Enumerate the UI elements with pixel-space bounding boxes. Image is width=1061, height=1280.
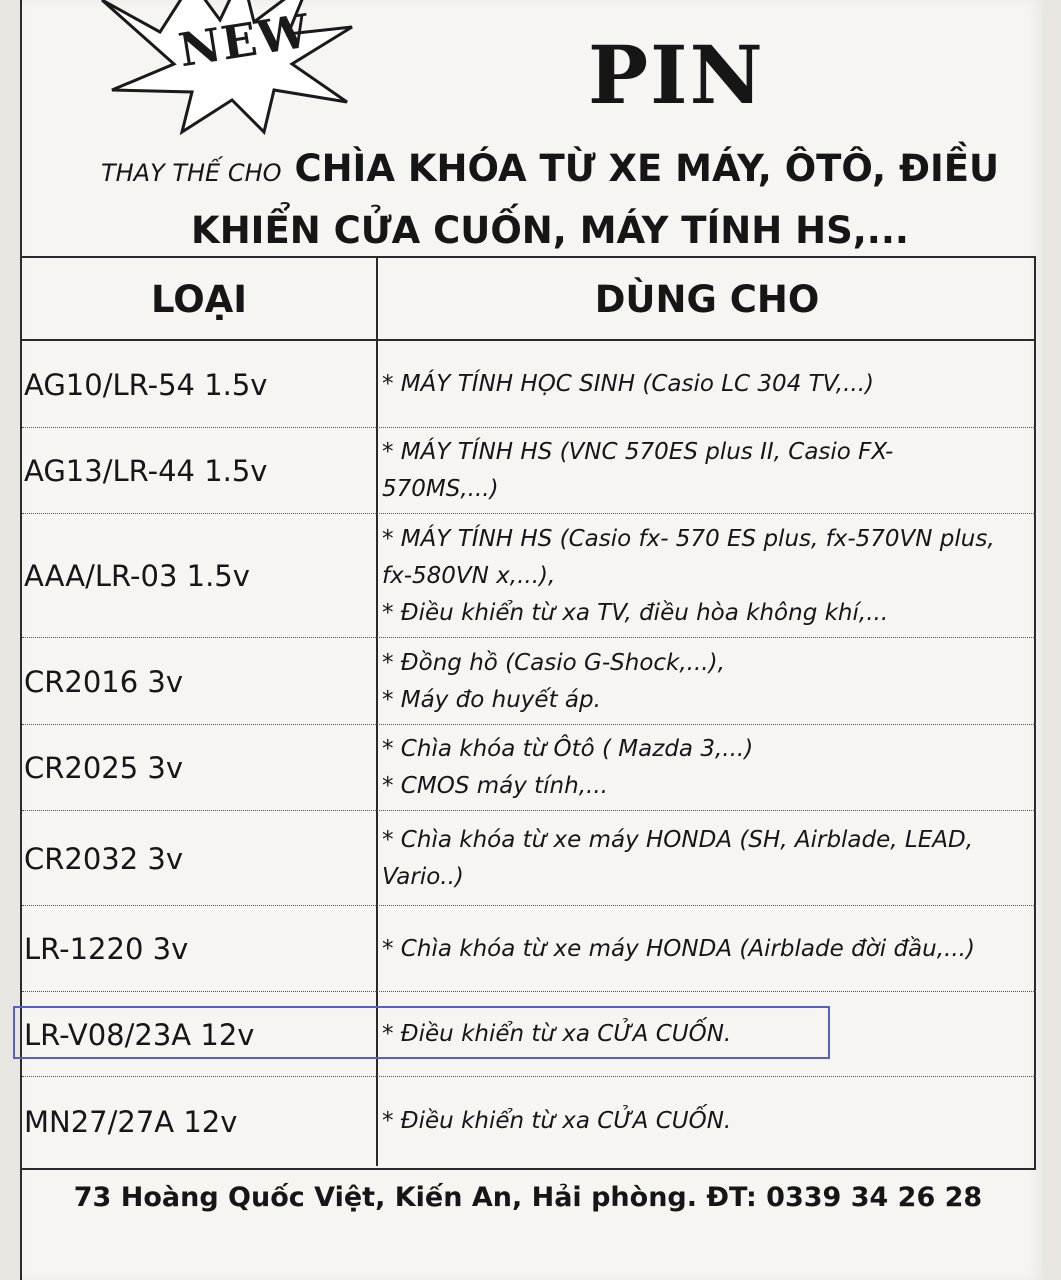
table-row — [22, 428, 1036, 514]
usage-line: * Chìa khóa từ xe máy HONDA (Airblade đời đầu,...) — [382, 935, 975, 962]
battery-usage — [382, 514, 1016, 638]
usage-line: * CMOS máy tính,... — [382, 773, 608, 799]
subtitle-line-1: CHÌA KHÓA TỪ XE MÁY, ÔTÔ, ĐIỀU — [294, 147, 1000, 190]
table-row — [22, 1077, 1036, 1166]
usage-line: * MÁY TÍNH HỌC SINH (Casio LC 304 TV,...) — [382, 371, 874, 397]
usage-line: * Đồng hồ (Casio G-Shock,...), — [382, 649, 725, 676]
highlighted-row-box — [13, 1006, 830, 1059]
usage-line: * Điều khiển từ xa CỬA CUỐN. — [382, 1108, 732, 1134]
page-title: PIN — [588, 28, 765, 122]
footer-address: 73 Hoàng Quốc Việt, Kiến An, Hải phòng. ĐT: 0339 34 26 28 — [73, 1182, 983, 1213]
subtitle-prefix: THAY THẾ CHO — [100, 159, 282, 187]
usage-line: * MÁY TÍNH HS (VNC 570ES plus II, Casio FX- — [382, 439, 894, 465]
subtitle — [60, 140, 1040, 259]
new-badge-text: NEW — [175, 3, 314, 78]
battery-usage — [382, 906, 1016, 992]
subtitle-line-2: KHIỂN CỬA CUỐN, MÁY TÍNH HS,... — [191, 209, 909, 252]
usage-line: * Chìa khóa từ Ôtô ( Mazda 3,...) — [382, 736, 754, 762]
battery-type: CR2025 3v — [24, 751, 184, 785]
table-row — [22, 725, 1036, 811]
table-row — [22, 514, 1036, 638]
usage-line: Vario..) — [382, 863, 464, 890]
battery-type: LR-V08/23A 12v — [24, 1017, 255, 1052]
battery-type: CR2032 3v — [24, 841, 184, 876]
usage-line: * MÁY TÍNH HS (Casio fx- 570 ES plus, fx-570VN plus, — [382, 525, 995, 552]
battery-type: AAA/LR-03 1.5v — [24, 559, 250, 593]
usage-line: * Điều khiển từ xa TV, điều hòa không khí,... — [382, 599, 889, 626]
battery-usage — [382, 811, 1016, 906]
battery-usage — [382, 638, 1016, 725]
usage-line: * Chìa khóa từ xe máy HONDA (SH, Airblade, LEAD, — [382, 826, 974, 853]
table-row — [22, 811, 1036, 906]
battery-type: CR2016 3v — [24, 664, 184, 699]
battery-usage — [382, 341, 1016, 428]
battery-usage — [382, 428, 1016, 514]
table-row — [22, 341, 1036, 428]
battery-usage — [382, 725, 1016, 811]
battery-type: AG10/LR-54 1.5v — [24, 367, 268, 402]
table-row — [22, 638, 1036, 725]
usage-line: 570MS,...) — [382, 476, 499, 502]
header-usage: DÙNG CHO — [594, 277, 820, 321]
battery-type: MN27/27A 12v — [24, 1104, 238, 1139]
usage-line: fx-580VN x,...), — [382, 562, 556, 589]
battery-usage — [382, 1077, 1016, 1166]
usage-line: * Máy đo huyết áp. — [382, 686, 601, 713]
battery-type: LR-1220 3v — [24, 932, 189, 966]
usage-line: * Điều khiển từ xa CỬA CUỐN. — [382, 1021, 732, 1047]
table-row — [22, 906, 1036, 992]
battery-type: AG13/LR-44 1.5v — [24, 454, 268, 488]
header-type: LOẠI — [150, 277, 248, 321]
